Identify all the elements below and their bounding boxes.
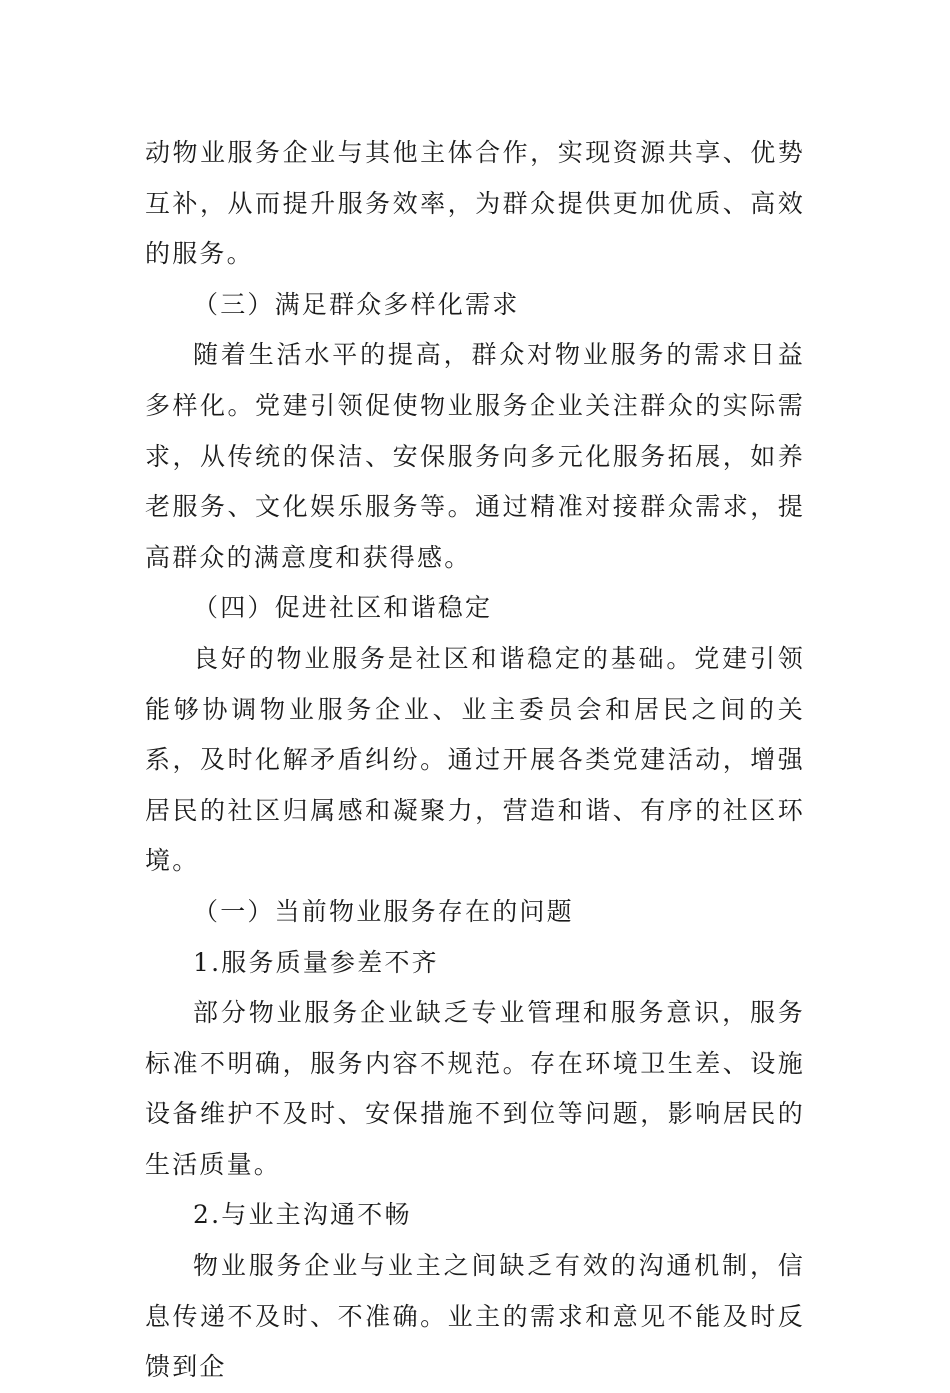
section-heading-4: （四）促进社区和谐稳定 [193,593,493,623]
section-heading-3: （三）满足群众多样化需求 [193,289,520,319]
subsection-heading-1: 1.服务质量参差不齐 [193,947,439,977]
document-body [145,128,805,1393]
paragraph: 随着生活水平的提高，群众对物业服务的需求日益多样化。党建引领促使物业服务企业关注群众的实际需求，从传统的保洁、安保服务向多元化服务拓展，如养老服务、文化娱乐服务等。通过精准对接群众需求，提高群众的满意度和获得感。 [145,340,805,572]
paragraph: 部分物业服务企业缺乏专业管理和服务意识，服务标准不明确，服务内容不规范。存在环境卫生差、设施设备维护不及时、安保措施不到位等问题，影响居民的生活质量。 [145,998,805,1179]
paragraph: 良好的物业服务是社区和谐稳定的基础。党建引领能够协调物业服务企业、业主委员会和居民之间的关系，及时化解矛盾纠纷。通过开展各类党建活动，增强居民的社区归属感和凝聚力，营造和谐、有序的社区环境。 [145,643,805,876]
section-heading-1: （一）当前物业服务存在的问题 [193,896,574,926]
subsection-heading-2: 2.与业主沟通不畅 [193,1200,412,1230]
paragraph-continuation: 动物业服务企业与其他主体合作，实现资源共享、优势互补，从而提升服务效率，为群众提供更加优质、高效的服务。 [145,138,805,269]
paragraph: 物业服务企业与业主之间缺乏有效的沟通机制，信息传递不及时、不准确。业主的需求和意见不能及时反馈到企 [145,1251,805,1382]
